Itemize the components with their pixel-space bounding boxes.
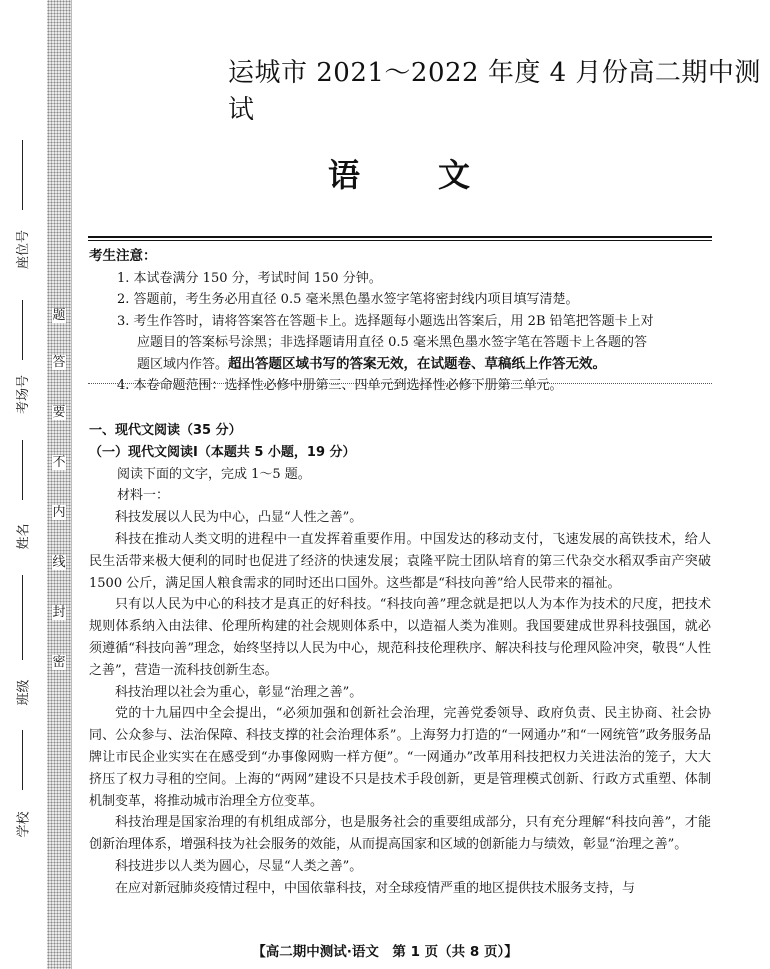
paragraph: 科技进步以人类为圆心，尽显“人类之善”。	[115, 858, 363, 874]
notice-item: 2. 答题前，考生务必用直径 0.5 毫米黑色墨水签字笔将密封线内项目填写清楚。	[117, 292, 579, 307]
seat-number-label: 座位号	[16, 229, 32, 270]
class-label: 班级	[16, 679, 32, 706]
binding-strip	[47, 0, 72, 969]
seal-char: 答	[52, 355, 66, 370]
material-label: 材料一：	[117, 488, 170, 504]
notice-item: 1. 本试卷满分 150 分，考试时间 150 分钟。	[117, 270, 382, 286]
exam-room-line	[22, 300, 23, 360]
seal-char: 密	[52, 655, 66, 670]
seal-char: 内	[52, 505, 66, 520]
instruction: 阅读下面的文字，完成 1～5 题。	[117, 466, 311, 482]
class-field[interactable]	[0, 668, 44, 718]
exam-room-field[interactable]	[0, 365, 44, 425]
paragraph: 科技在推动人类文明的进程中一直发挥着重要作用。中国发达的移动支付，飞速发展的高铁技术，给人民生活带来极大便利的同时也促进了经济的快速发展；袁隆平院士团队培育的第三代杂交水稻双季亩产突破 1500 公斤，满足国人粮食需求的同时还出口国外。这些都是“科技向善”给人民带来的福祉。	[89, 531, 711, 591]
notice-item-continued	[89, 354, 711, 376]
seal-char: 封	[52, 605, 66, 620]
paragraph: 科技治理以社会为重心，彰显“治理之善”。	[115, 684, 363, 700]
subsection-heading: （一）现代文阅读Ⅰ（本题共 5 小题，19 分）	[89, 444, 356, 460]
seat-number-field[interactable]	[0, 220, 44, 280]
notice-heading: 考生注意：	[89, 248, 157, 264]
notice-box	[89, 246, 711, 397]
reading-section	[89, 420, 711, 900]
paragraph: 科技发展以人民为中心，凸显“人性之善”。	[115, 510, 363, 526]
notice-divider	[88, 383, 712, 384]
notice-item: 4. 本卷命题范围：选择性必修中册第三、四单元到选择性必修下册第二单元。	[117, 378, 563, 393]
page-footer: 【高二期中测试·语文 第 1 页（共 8 页）】	[252, 944, 518, 960]
notice-warning: 超出答题区域书写的答案无效，在试题卷、草稿纸上作答无效。	[228, 355, 607, 372]
name-field[interactable]	[0, 512, 44, 562]
name-label: 姓名	[16, 523, 32, 550]
paragraph: 科技治理是国家治理的有机组成部分，也是服务社会的重要组成部分，只有充分理解“科技向善”，才能创新治理体系，增强科技为社会服务的效能，从而提高国家和区域的创新能力与绩效，彰显“治理之善”。	[89, 815, 711, 853]
notice-item-continued: 应题目的答案标号涂黑；非选择题请用直径 0.5 毫米黑色墨水签字笔在答题卡上各题的答	[137, 335, 647, 350]
exam-room-label: 考场号	[16, 374, 32, 415]
exam-title: 运城市 2021～2022 年度 4 月份高二期中测试	[228, 58, 761, 125]
paragraph: 在应对新冠肺炎疫情过程中，中国依靠科技，对全球疫情严重的地区提供技术服务支持，与	[115, 880, 636, 896]
notice-item: 3. 考生作答时，请将答案答在答题卡上。选择题每小题选出答案后，用 2B 铅笔把答题卡上对	[117, 313, 654, 329]
name-line	[22, 440, 23, 500]
notice-text: 题区域内作答。	[137, 356, 229, 372]
section-heading: 一、现代文阅读（35 分）	[89, 423, 242, 438]
seal-char: 要	[52, 405, 66, 420]
school-line	[22, 730, 23, 790]
seat-number-line	[22, 140, 23, 210]
subject-title: 语文	[328, 156, 549, 194]
paragraph: 党的十九届四中全会提出，“必须加强和创新社会治理，完善党委领导、政府负责、民主协商、社会协同、公众参与、法治保障、科技支撑的社会治理体系”。上海努力打造的“一网通办”和“一网统管”政务服务品牌让市民企业实实在在感受到“办事像网购一样方便”。“一网通办”改革用科技把权力关进法治的笼子，大大挤压了权力寻租的空间。上海的“两网”建设不只是技术手段创新，更是管理模式创新、行政方式重塑、体制机制变革，将推动城市治理全方位变革。	[89, 706, 711, 809]
class-line	[22, 575, 23, 660]
school-field[interactable]	[0, 800, 44, 850]
seal-char: 线	[52, 555, 66, 570]
top-rule-thin	[88, 240, 712, 241]
paragraph: 只有以人民为中心的科技才是真正的好科技。“科技向善”理念就是把以人为本作为技术的尺度，把技术规则体系纳入由法律、伦理所构建的社会规则体系中，以造福人类为准则。我国要建成世界科技强国，就必须遵循“科技向善”理念，始终坚持以人民为中心，规范科技伦理秩序、解决科技与伦理风险冲突，敬畏“人性之善”，营造一流科技创新生态。	[89, 597, 711, 678]
seal-char: 题	[52, 308, 66, 323]
school-label: 学校	[16, 811, 32, 838]
seal-char: 不	[52, 455, 66, 470]
top-rule	[88, 236, 712, 238]
